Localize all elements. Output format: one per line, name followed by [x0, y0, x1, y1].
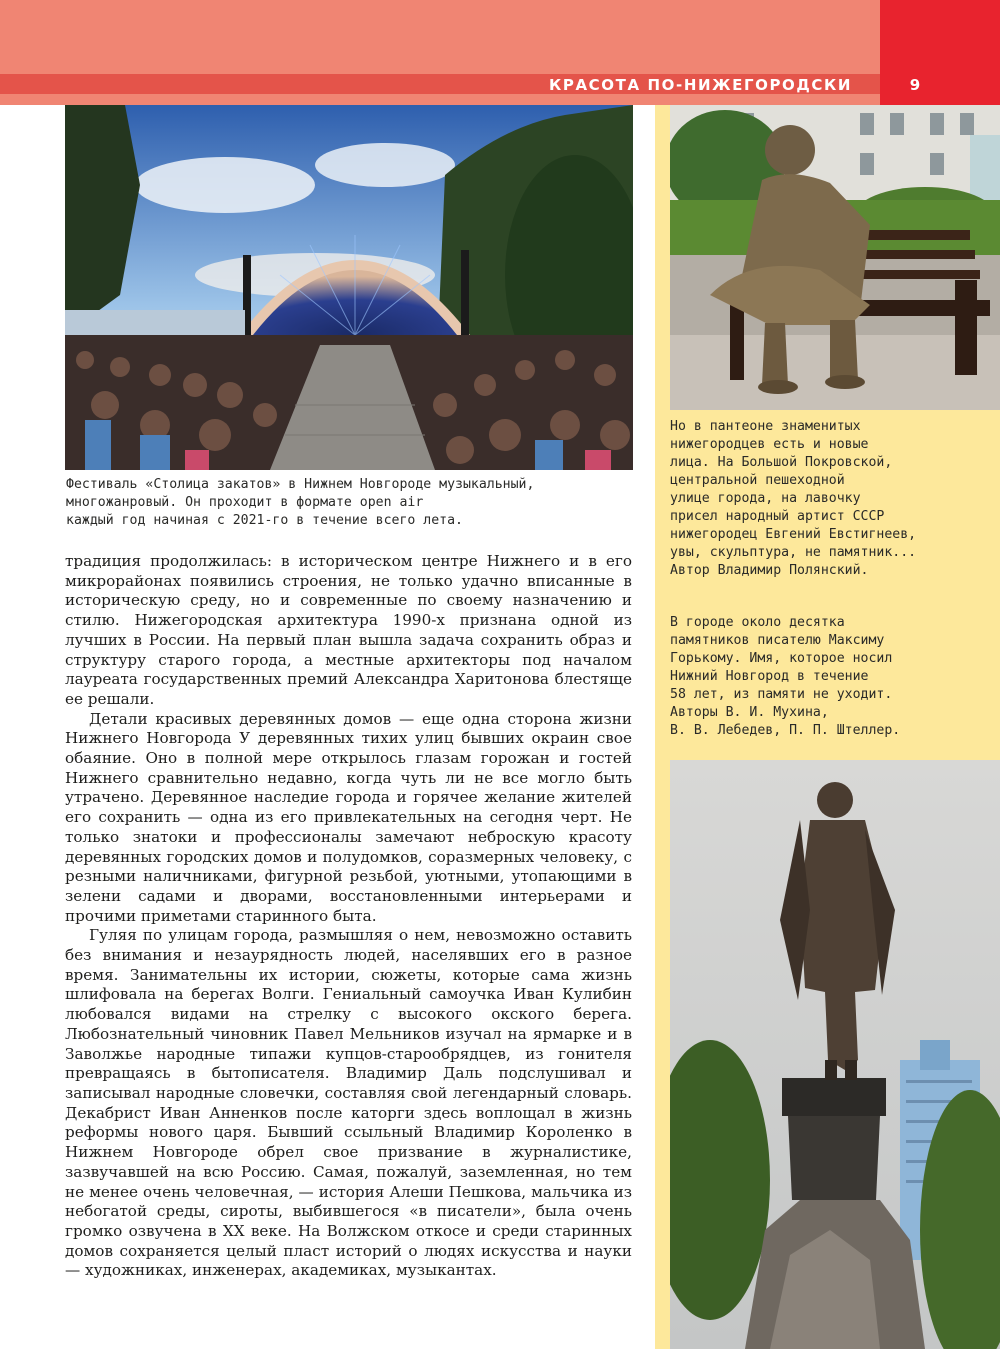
caption-line: нижегородец Евгений Евстигнеев, — [670, 527, 917, 542]
article-body — [65, 552, 632, 1281]
caption-line: Горькому. Имя, которое носил — [670, 651, 893, 666]
caption-line: улице города, на лавочку — [670, 491, 861, 506]
gorky-monument-photo — [670, 760, 1000, 1349]
caption-line: каждый год начиная с 2021-го в течение всего лета. — [66, 513, 463, 528]
caption-line: В городе около десятка — [670, 615, 845, 630]
festival-photo — [65, 105, 633, 470]
caption-line: Авторы В. И. Мухина, — [670, 705, 829, 720]
sidebar-caption-gorky — [670, 614, 990, 740]
caption-line: В. В. Лебедев, П. П. Штеллер. — [670, 723, 901, 738]
caption-line: присел народный артист СССР — [670, 509, 885, 524]
caption-line: лица. На Большой Покровской, — [670, 455, 893, 470]
caption-line: Нижний Новгород в течение — [670, 669, 869, 684]
caption-line: Автор Владимир Полянский. — [670, 563, 869, 578]
section-title: КРАСОТА ПО-НИЖЕГОРОДСКИ — [549, 76, 852, 94]
caption-line: многожанровый. Он проходит в формате open air — [66, 495, 424, 510]
sidebar-caption-evstigneev — [670, 418, 990, 580]
caption-line: увы, скульптура, не памятник... — [670, 545, 917, 560]
caption-line: нижегородцев есть и новые — [670, 437, 869, 452]
caption-line: центральной пешеходной — [670, 473, 845, 488]
festival-photo-caption — [66, 476, 641, 530]
caption-line: памятников писателю Максиму — [670, 633, 885, 648]
evstigneev-sculpture-photo — [670, 105, 1000, 410]
caption-line: 58 лет, из памяти не уходит. — [670, 687, 893, 702]
article-paragraph: традиция продолжилась: в историческом центре Нижнего и в его микрорайонах появились строения, не только удачно вписанные в историческую среду, но и современные по своему назначению и стилю. Нижегородская архитектура 1990-х признана одной из лучших в России. На первый план вышла задача сохранить образ и структуру старого города, а местные архитекторы под началом лауреата государственных премий Александра Харитонова блестяще ее решали. — [65, 552, 632, 708]
caption-line: Но в пантеоне знаменитых — [670, 419, 861, 434]
article-paragraph: Детали красивых деревянных домов — еще одна сторона жизни Нижнего Новгорода У деревянных тихих улиц бывших окраин свое обаяние. Оно в полной мере открылось глазам горожан и гостей Нижнего сравнительно недавно, когда чуть ли не все могло быть утрачено. Деревянное наследие города и горячее желание жителей его сохранить — одна из его привлекательных на сегодня черт. Не только знатоки и профессионалы замечают неброскую красоту деревянных городских домов и полудомков, соразмерных человеку, с резными наличниками, фигурной резьбой, уютными, утопающими в зелени садами и дворами, восстановленными интерьерами и прочими приметами старинного быта. — [65, 709, 632, 925]
caption-line: Фестиваль «Столица закатов» в Нижнем Новгороде музыкальный, — [66, 477, 535, 492]
page-number: 9 — [909, 76, 921, 94]
article-paragraph: Гуляя по улицам города, размышляя о нем, невозможно оставить без внимания и незаурядность людей, населявших его в разное время. Занимательны их истории, сюжеты, которые сама жизнь шлифовала на берегах Волги. Гениальный самоучка Иван Кулибин любовался видами на стрелку с высокого окского берега. Любознательный чиновник Павел Мельников изучал на ярмарке и в Заволжье народные типажи купцов-старообрядцев, из гонителя превращаясь в бытописателя. Владимир Даль подслушивал и записывал народные словечки, составляя свой легендарный словарь. Декабрист Иван Анненков после каторги здесь воплощал в жизнь реформы нового царя. Бывший ссыльный Владимир Короленко в Нижнем Новгороде обрел свое призвание в журналистике, зазвучавшей на всю Россию. Самая, пожалуй, заземленная, но тем не менее очень человечная, — история Алеши Пешкова, мальчика из небогатой среды, сироты, выбившегося «в писатели», была очень громко озвучена в XX веке. На Волжском откосе и среди старинных домов сохраняется целый пласт историй о людях искусства и науки — художниках, инженерах, академиках, музыкантах. — [65, 926, 632, 1280]
